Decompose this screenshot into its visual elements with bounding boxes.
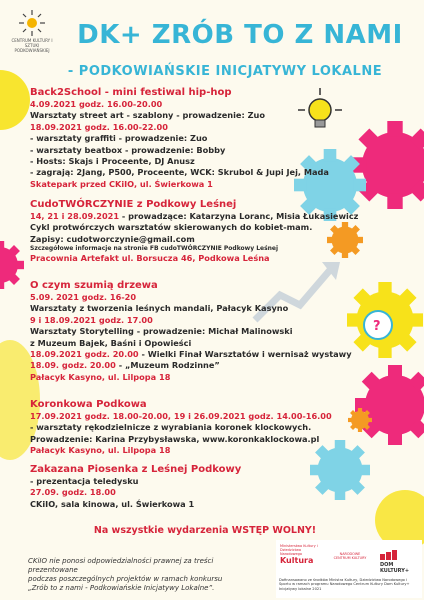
event-section [30,86,380,190]
event-line: 18.09.2021 godz. 20.00 - Wielki Finał Warsztatów i wernisaż wystawy [30,349,352,360]
yellow-blob-top-left [0,70,30,130]
event-line: - Hosts: Skajs i Proceente, DJ Anusz [30,156,195,167]
logo-text: CENTRUM KULTURY I SZTUKI PODKOWIAŃSKIEJ [11,38,53,53]
pink-gear-left [0,241,24,289]
event-line: Warsztaty z tworzenia leśnych mandali, Pałacyk Kasyno [30,303,289,314]
disclaimer [28,557,258,593]
event-line: - warsztaty rękodzielnicze z wyrabiania koronek klockowych. [30,422,312,433]
event-title: Back2School - mini festiwal hip-hop [30,87,232,98]
question-icon: ? [373,319,381,334]
dk-logo [380,550,416,574]
event-line: 18.09.2021 godz. 16.00-22.00 [30,121,168,132]
event-line: Pracownia Artefakt ul. Borsucza 46, Podkowa Leśna [30,253,270,264]
ministry-word: Kultura [280,556,314,565]
event-line: Prowadzenie: Karina Przybysławska, www.koronkaklockowa.pl [30,433,320,444]
sponsor-note: Dofinansowano ze środków Ministra Kultury, Dziedzictwa Narodowego i Sportu w ramach programu Narodowego Centrum Kultury Dom Kultury+ Inicjatywy lokalne 2021 [279,578,410,591]
ministry-logo [280,544,324,565]
event-title: O czym szumią drzewa [30,280,158,291]
event-line: 4.09.2021 godz. 16.00-20.00 [30,99,163,109]
event-line: Zapisy: cudotworczynie@gmail.com [30,233,195,244]
logo-icon [17,8,47,38]
event-line: Szczegółowe informacje na stronie FB cudoTWÓRCZYNIE Podkowy Leśnej [30,245,279,253]
ministry-name: Ministerstwo Kultury i Dziedzictwa Narodowego [280,544,318,556]
event-line: - warsztaty graffiti - prowadzenie: Zuo [30,133,208,144]
event-line: Warsztaty street art - szablony - prowadzenie: Zuo [30,110,265,121]
event-title: Zakazana Piosenka z Leśnej Podkowy [30,464,242,475]
event-line: - zagrają: 2Jang, P500, Proceente, WCK: Skrubol & Jupi Jej, Mada [30,167,329,178]
page-subtitle: - PODKOWIAŃSKIE INICJATYWY LOKALNE [67,64,383,79]
nck-name: NARODOWE CENTRUM KULTURY [333,552,367,560]
free-entry-notice: Na wszystkie wydarzenia WSTĘP WOLNY! [93,525,317,536]
disclaimer-line: CKiIO nie ponosi odpowiedzialności prawnej za treści prezentowane [28,557,214,574]
event-line: - prezentacja teledysku [30,476,139,486]
event-title: CudoTWÓRCZYNIE z Podkowy Leśnej [30,199,237,210]
page-title: DK+ ZRÓB TO Z NAMI [77,20,403,50]
event-line: Warsztaty Storytelling - prowadzenie: Michał Malinowski [30,326,293,337]
disclaimer-line: podczas poszczególnych projektów w ramach konkursu [28,575,223,583]
event-line: 14, 21 i 28.09.2021 - prowadzące: Katarzyna Loranc, Misia Łukasiewicz [30,211,359,221]
event-line: Skatepark przed CKiIO, ul. Świerkowa 1 [30,178,213,189]
nck-logo [332,552,368,560]
event-line: Pałacyk Kasyno, ul. Lilpopa 18 [30,445,171,456]
event-title: Koronkowa Podkowa [30,399,147,410]
sponsor-box [276,540,422,598]
event-line: - warsztaty beatbox - prowadzenie: Bobby [30,144,226,155]
event-line: 27.09. godz. 18.00 [30,487,116,498]
event-section [30,463,380,510]
event-line: Cykl protwórczych warsztatów skierowanych do kobiet-mam. [30,222,313,233]
event-section [30,398,380,457]
event-line: z Muzeum Bajek, Baśni i Opowieści [30,337,192,348]
disclaimer-line: „Zrób to z nami - Podkowiańskie Inicjatywy Lokalne”. [28,584,215,592]
event-line: 9 i 18.09.2021 godz. 17.00 [30,314,153,325]
event-section [30,279,380,383]
event-line: CKiIO, sala kinowa, ul. Świerkowa 1 [30,498,195,509]
event-line: 5.09. 2021 godz. 16-20 [30,292,137,302]
dk-name: DOM KULTURY+ [380,562,410,574]
event-line: Pałacyk Kasyno, ul. Lilpopa 18 [30,371,171,382]
event-section [30,198,380,265]
event-line: 17.09.2021 godz. 18.00-20.00, 19 i 26.09.2021 godz. 14.00-16.00 [30,411,332,421]
event-line: 18.09. godz. 20.00 - „Muzeum Rodzinne” [30,360,220,371]
